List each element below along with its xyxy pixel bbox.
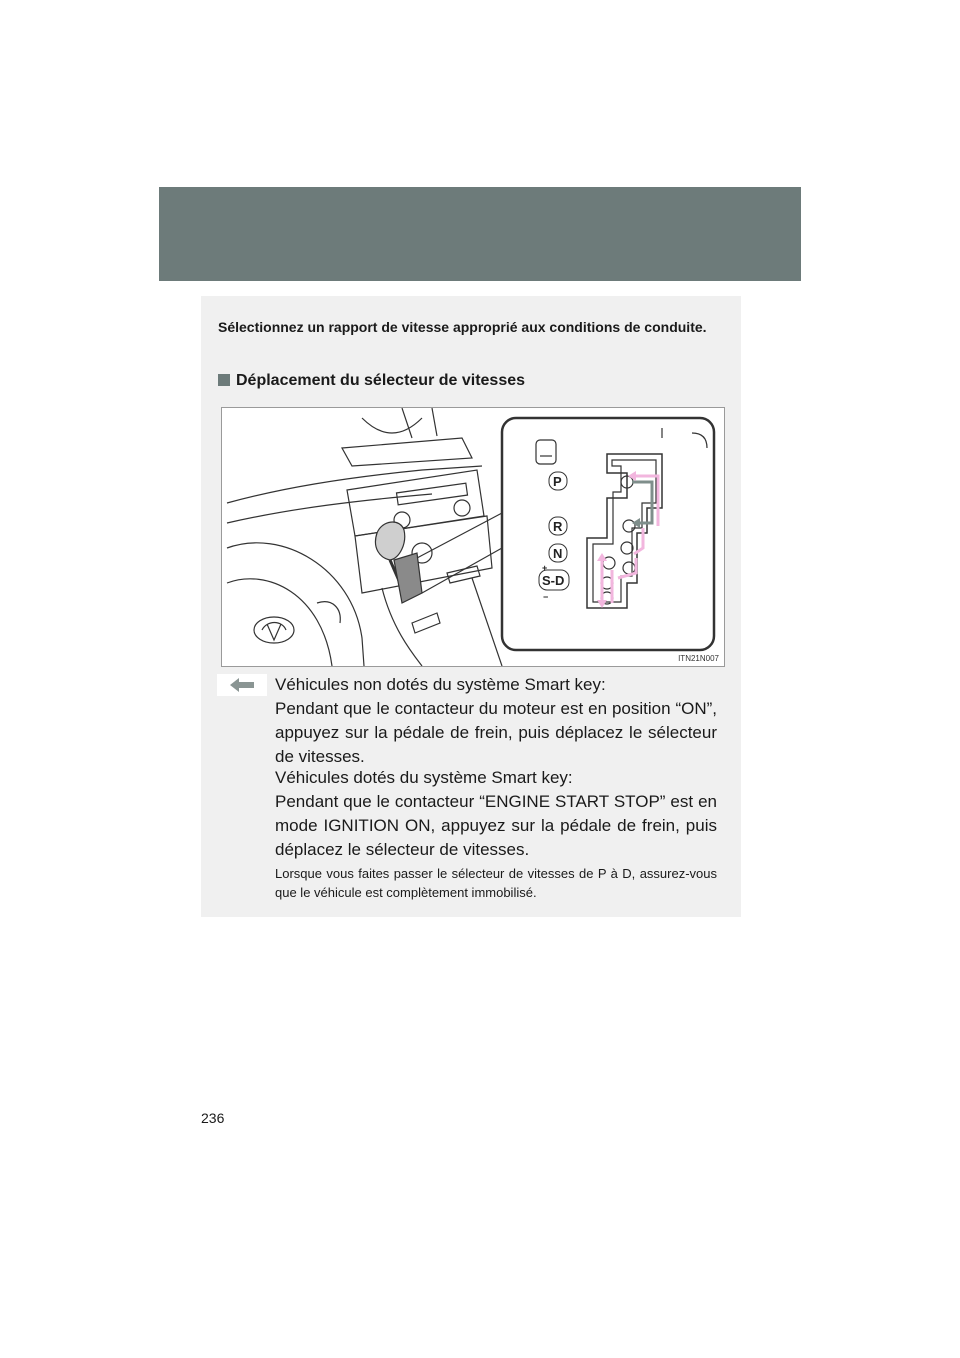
page-number: 236 <box>201 1110 225 1126</box>
paragraph-heading: Véhicules dotés du système Smart key: <box>275 768 573 787</box>
intro-text: Sélectionnez un rapport de vitesse approprié aux conditions de conduite. <box>218 319 707 335</box>
subheading <box>218 372 525 390</box>
note-text: Lorsque vous faites passer le sélecteur de vitesses de P à D, assurez-vous que le véhicule est complètement immobilisé. <box>275 866 717 900</box>
figure-code: ITN21N007 <box>678 654 719 663</box>
illustration-drawing <box>222 408 724 666</box>
shift-lever-illustration <box>221 407 725 667</box>
gear-label-sd: S-D <box>542 573 565 588</box>
paragraph-non-smart-key <box>275 673 717 769</box>
left-arrow-icon <box>217 674 267 696</box>
minus-icon: − <box>543 592 549 602</box>
square-bullet-icon <box>218 374 230 386</box>
subheading-text: Déplacement du sélecteur de vitesses <box>236 372 526 389</box>
gear-label-r: R <box>553 519 563 534</box>
paragraph-body: Pendant que le contacteur du moteur est en position “ON”, appuyez sur la pédale de frein, puis déplacez le sélecteur de vitesses. <box>275 699 717 766</box>
gear-label-n: N <box>553 546 563 561</box>
paragraph-body: Pendant que le contacteur “ENGINE START STOP” est en mode IGNITION ON, appuyez sur la pédale de frein, puis déplacez le sélecteur de vitesses. <box>275 792 717 859</box>
paragraph-smart-key <box>275 766 717 862</box>
plus-icon: + <box>542 563 548 573</box>
gear-label-p: P <box>553 474 562 489</box>
paragraph-heading: Véhicules non dotés du système Smart key: <box>275 675 606 694</box>
chapter-header <box>159 187 801 281</box>
content-panel <box>201 296 741 917</box>
